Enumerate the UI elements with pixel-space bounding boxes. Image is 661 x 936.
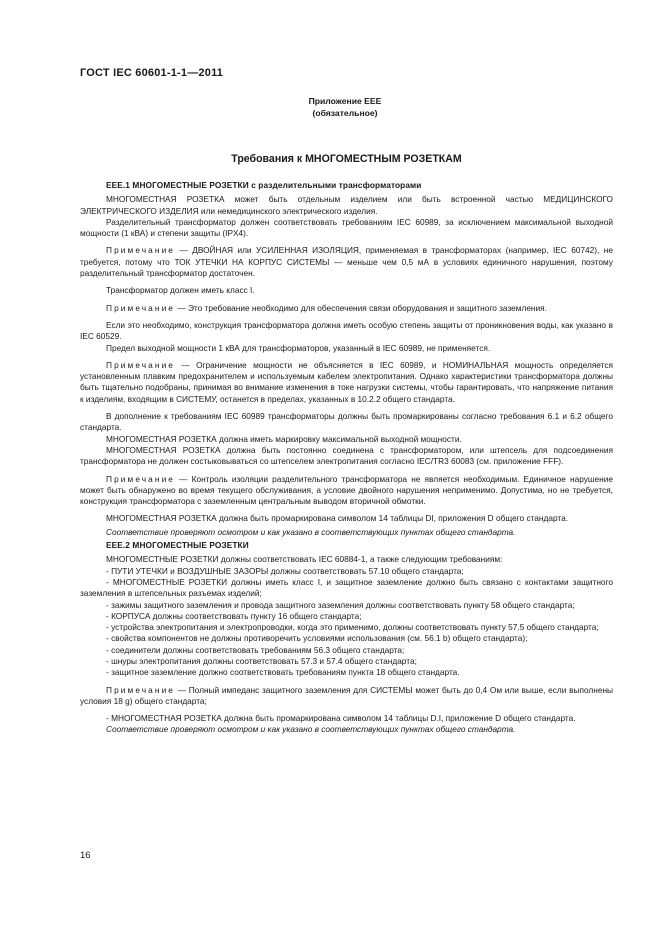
note-paragraph [80, 245, 613, 279]
annex-heading [280, 95, 410, 119]
compliance-paragraph: Соответствие проверяют осмотром и как указано в соответствующих пунктах общего стандарта. [106, 724, 516, 735]
note-label: Примечание [106, 245, 176, 256]
subheading: ЕЕЕ.2 МНОГОМЕСТНЫЕ РОЗЕТКИ [106, 540, 249, 551]
note-paragraph [80, 303, 613, 314]
paragraph: Трансформатор должен иметь класс I. [106, 285, 255, 296]
document-body [80, 180, 613, 736]
document-header: ГОСТ IEC 60601-1-1—2011 [80, 67, 224, 79]
note-paragraph [80, 474, 613, 508]
note-text: — Ограничение мощности не объясняется в IEC 60989, и НОМИНАЛЬНАЯ мощность определяется установленным плавким предохранителем и используемым кабелем электропитания. Однако характеристики трансформатора должны быть тщательно подобраны, принимая во внимание изменения в токе нагрузки системы, чтобы гарантировать, что напряжение питания к изделиям, входящим в СИСТЕМУ, останется в пределах, указанных в 10.2.2 общего стандарта. [80, 359, 613, 404]
note-text: — Это требование необходимо для обеспечения связи оборудования и защитного заземления. [175, 302, 547, 313]
note-text: — Полный импеданс защитного заземления для СИСТЕМЫ может быть до 0,4 Ом или выше, если выполнены условия 18 g) общего стандарта; [80, 684, 613, 706]
annex-title: Приложение ЕЕЕ [308, 96, 382, 106]
note-label: Примечание [106, 359, 176, 370]
paragraph: МНОГОМЕСТНАЯ РОЗЕТКА должна быть промаркирована символом 14 таблицы DI, приложения D общего стандарта. [106, 513, 569, 524]
paragraph: МНОГОМЕСТНАЯ РОЗЕТКА может быть отдельным изделием или быть встроенной частью МЕДИЦИНСКОГО ЭЛЕКТРИЧЕСКОГО ИЗДЕЛИЯ или немедицинского электрического изделия. [80, 194, 613, 216]
note-label: Примечание [106, 302, 176, 313]
note-text: — Контроль изоляции разделительного трансформатора не является необходимым. Единичное нарушение может быть обнаружено во время текущего обслуживания, а условие двойного нарушения неприменимо. Допустима, но не требуется, конструкция трансформатора с заземленным центральным выводом вторичной обмотки. [80, 473, 613, 507]
paragraph: Предел выходной мощности 1 кВА для трансформаторов, указанный в IEC 60989, не применяется. [106, 342, 491, 353]
paragraph: Если это необходимо, конструкция трансформатора должна иметь особую степень защиты от проникновения воды, как указано в IEC 60529. [80, 319, 613, 342]
list-item: - ПУТИ УТЕЧКИ и ВОЗДУШНЫЕ ЗАЗОРЫ должны соответствовать 57.10 общего стандарта; [106, 565, 464, 576]
note-text: — ДВОЙНАЯ или УСИЛЕННАЯ ИЗОЛЯЦИЯ, применяемая в трансформаторах (например, IEC 60742), не требуется, потому что ТОК УТЕЧКИ НА КОРПУС СИСТЕМЫ — меньше чем 0,5 мА в условиях единичного нарушения, поэтому разделительный трансформатор достаточен. [80, 245, 613, 279]
paragraph: МНОГОМЕСТНЫЕ РОЗЕТКИ должны соответствовать IEC 60884-1, а также следующим требованиям: [106, 554, 503, 565]
paragraph: МНОГОМЕСТНАЯ РОЗЕТКА должна быть постоянно соединена с трансформатором, или штепсель для подсоединения трансформатора не должен состыковываться со штепселем электропитания согласно IEC/TR3 60083 (см. приложение FFF). [80, 444, 613, 467]
list-item: - свойства компонентов не должны противоречить условиями использования (см. 56.1 b) общего стандарта); [106, 633, 528, 644]
compliance-paragraph: Соответствие проверяют осмотром и как указано в соответствующих пунктах общего стандарта. [106, 526, 516, 537]
paragraph: МНОГОМЕСТНАЯ РОЗЕТКА должна иметь маркировку максимальной выходной мощности. [106, 433, 462, 444]
list-item: - соединители должны соответствовать требованиям 56.3 общего стандарта; [106, 644, 405, 655]
note-paragraph [80, 685, 613, 708]
list-item: - МНОГОМЕСТНЫЕ РОЗЕТКИ должны иметь класс I, и защитное заземление должно быть связано с контактами защитного заземления в штепсельных разъемах изделий; [80, 576, 613, 599]
list-item: - шнуры электропитания должны соответствовать 57.3 и 57.4 общего стандарта; [106, 655, 417, 666]
note-paragraph [80, 360, 613, 405]
paragraph: В дополнение к требованиям IEC 60989 трансформаторы должны быть промаркированы согласно требования 6.1 и 6.2 общего стандарта. [80, 411, 613, 433]
page-number: 16 [80, 850, 91, 861]
section-title: Требования к МНОГОМЕСТНЫМ РОЗЕТКАМ [231, 153, 462, 165]
list-item: - зажимы защитного заземления и провода защитного заземления должны соответствовать пункту 58 общего стандарта; [106, 599, 575, 610]
note-label: Примечание [106, 684, 176, 695]
paragraph: Разделительный трансформатор должен соответствовать требованиям IEC 60989, за исключением максимальной выходной мощности (1 кВА) и степени защиты (IPX4). [80, 216, 613, 239]
list-item: - защитное заземление должно соответствовать требованиям пункта 18 общего стандарта. [106, 667, 460, 678]
annex-status: (обязательное) [312, 108, 378, 118]
list-item: - устройства электропитания и электропроводки, когда это применимо, должны соответствовать пункту 57.5 общего стандарта; [106, 622, 599, 633]
note-label: Примечание [106, 473, 176, 484]
list-item: - МНОГОМЕСТНАЯ РОЗЕТКА должна быть промаркирована символом 14 таблицы D.I, приложение D общего стандарта. [106, 713, 576, 724]
list-item: - КОРПУСА должны соответствовать пункту 16 общего стандарта; [106, 610, 362, 621]
subheading: ЕЕЕ.1 МНОГОМЕСТНЫЕ РОЗЕТКИ с разделительными трансформаторами [106, 180, 422, 190]
